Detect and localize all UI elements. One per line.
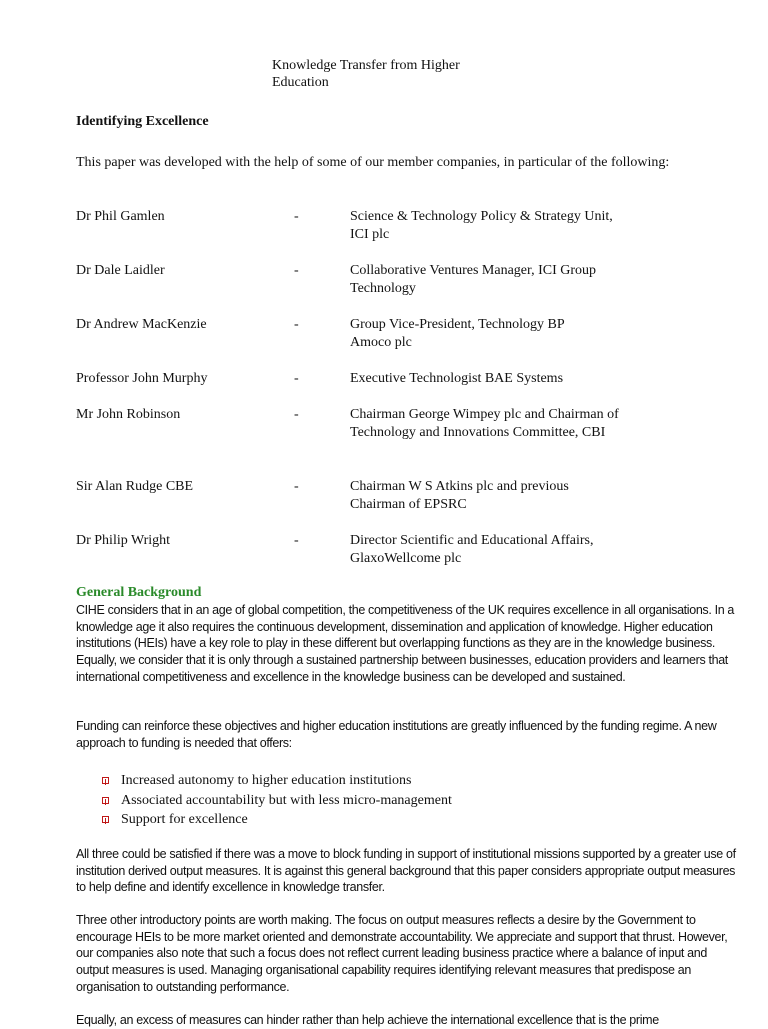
contributor-role: Chairman W S Atkins plc and previous Chairman of EPSRC bbox=[350, 479, 569, 512]
contributor-name: Dr Andrew MacKenzie bbox=[76, 317, 207, 332]
contributor-role: Chairman George Wimpey plc and Chairman of Technology and Innovations Committee, CBI bbox=[350, 407, 619, 440]
background-paragraph-4: Three other introductory points are worth making. The focus on output measures reflects a desire by the Government to encourage HEIs to be more market oriented and demonstrate accountability. We appreciate and support that thrust. However, our companies also note that such a focus does not reflect current leading business practice where a balance of input and output measures is used. Managing organisational capability requires identifying relevant measures that predispose an organisation to outstanding performance. bbox=[76, 913, 728, 994]
bullet-box-icon bbox=[102, 797, 109, 804]
list-item bbox=[102, 810, 452, 830]
background-paragraph-5: Equally, an excess of measures can hinder rather than help achieve the international excellence that is the prime bbox=[76, 1013, 659, 1027]
contributor-separator: - bbox=[294, 209, 299, 224]
background-paragraph-1: CIHE considers that in an age of global competition, the competitiveness of the UK requires excellence in all organisations. In a knowledge age it also requires the continuous development, dissemination and application of knowledge. Higher education institutions (HEIs) have a key role to play in these different but overlapping functions as they are in the knowledge business. Equally, we consider that it is only through a sustained partnership between businesses, education providers and learners that international competitiveness and excellence in the knowledge business can be developed and sustained. bbox=[76, 603, 735, 684]
contributor-name: Dr Philip Wright bbox=[76, 533, 171, 548]
offers-bullet-list bbox=[102, 771, 452, 830]
document-title bbox=[272, 57, 512, 91]
contributor-separator: - bbox=[294, 479, 299, 494]
contributor-name: Dr Dale Laidler bbox=[76, 263, 165, 278]
contributor-role: Science & Technology Policy & Strategy Unit, ICI plc bbox=[350, 209, 613, 242]
list-item bbox=[102, 791, 452, 811]
document-heading: Identifying Excellence bbox=[76, 114, 209, 129]
contributor-role: Director Scientific and Educational Affairs, GlaxoWellcome plc bbox=[350, 533, 594, 566]
contributor-role: Group Vice-President, Technology BP Amoco plc bbox=[350, 317, 565, 350]
contributor-separator: - bbox=[294, 371, 299, 386]
background-paragraph-2: Funding can reinforce these objectives and higher education institutions are greatly influenced by the funding regime. A new approach to funding is needed that offers: bbox=[76, 719, 717, 750]
intro-paragraph: This paper was developed with the help of some of our member companies, in particular of the following: bbox=[76, 155, 670, 170]
contributor-role: Executive Technologist BAE Systems bbox=[350, 371, 564, 386]
contributor-role: Collaborative Ventures Manager, ICI Group Technology bbox=[350, 263, 597, 296]
bullet-text: Associated accountability but with less micro-management bbox=[121, 792, 452, 808]
bullet-box-icon bbox=[102, 816, 109, 823]
contributor-name: Mr John Robinson bbox=[76, 407, 181, 422]
section-heading-general-background: General Background bbox=[76, 585, 202, 600]
bullet-text: Support for excellence bbox=[121, 812, 248, 827]
contributor-separator: - bbox=[294, 263, 299, 278]
contributor-name: Dr Phil Gamlen bbox=[76, 209, 165, 224]
document-title-line-2: Education bbox=[272, 75, 329, 90]
list-item bbox=[102, 771, 452, 791]
bullet-text: Increased autonomy to higher education institutions bbox=[121, 773, 412, 788]
contributor-separator: - bbox=[294, 407, 299, 422]
contributor-name: Professor John Murphy bbox=[76, 371, 208, 386]
contributor-name: Sir Alan Rudge CBE bbox=[76, 479, 194, 494]
background-paragraph-3: All three could be satisfied if there was a move to block funding in support of institutional missions supported by a greater use of institution derived output measures. It is against this general background that this paper considers appropriate output measures to help define and identify excellence in knowledge transfer. bbox=[76, 847, 736, 895]
contributor-separator: - bbox=[294, 317, 299, 332]
document-title-line-1: Knowledge Transfer from Higher bbox=[272, 58, 460, 73]
bullet-box-icon bbox=[102, 777, 109, 784]
contributor-separator: - bbox=[294, 533, 299, 548]
